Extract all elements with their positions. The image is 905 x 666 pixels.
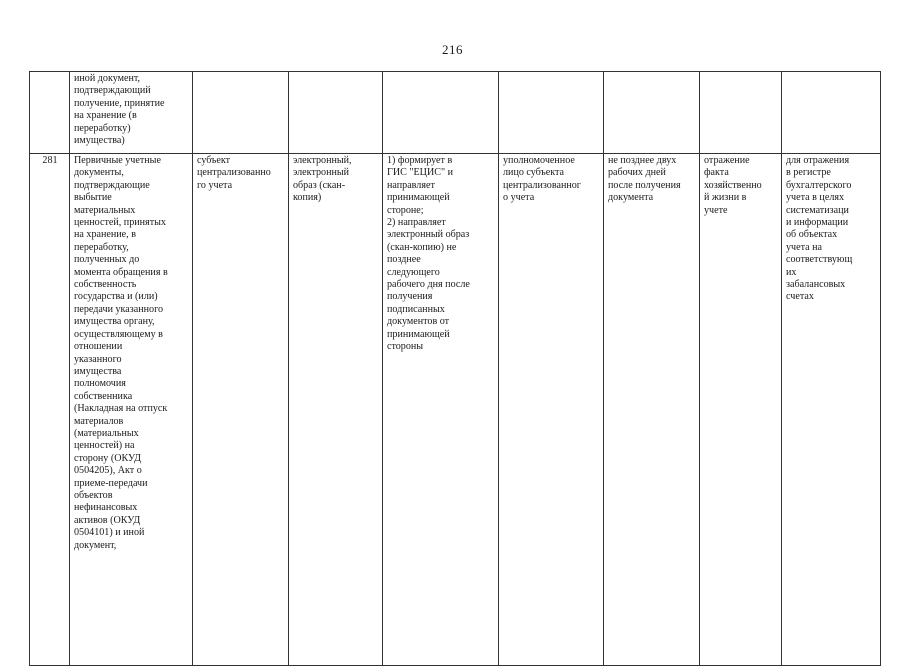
table-row xyxy=(30,154,881,666)
deadline-text: не позднее двух рабочих дней после получения документа xyxy=(608,155,681,204)
accounting-text: для отражения в регистре бухгалтерского учета в целях систематизаци и информации об объектах учета на соответствующ их забалансовых счетах xyxy=(786,155,853,303)
row-number-cell xyxy=(30,72,70,154)
responsible-cell xyxy=(499,72,604,154)
purpose-text: отражение факта хозяйственно й жизни в учете xyxy=(704,155,762,216)
procedure-cell xyxy=(383,72,499,154)
format-cell xyxy=(289,154,383,666)
row-number: 281 xyxy=(42,155,58,166)
document-table xyxy=(29,71,881,666)
procedure-cell xyxy=(383,154,499,666)
creator-text: субъект централизованно го учета xyxy=(197,155,271,191)
purpose-cell xyxy=(700,154,782,666)
deadline-cell xyxy=(604,72,700,154)
creator-cell xyxy=(193,154,289,666)
format-cell xyxy=(289,72,383,154)
purpose-cell xyxy=(700,72,782,154)
accounting-cell xyxy=(782,72,881,154)
deadline-cell xyxy=(604,154,700,666)
document-cell xyxy=(70,72,193,154)
document-name: иной документ, подтверждающий получение, принятие на хранение (в переработку) имущества) xyxy=(74,73,165,147)
creator-cell xyxy=(193,72,289,154)
procedure-text: 1) формирует в ГИС "ЕЦИС" и направляет принимающей стороне; 2) направляет электронный образ (скан-копию) не позднее следующего рабочего дня после получения подписанных документов от принимающей стороны xyxy=(387,155,470,353)
row-number-cell xyxy=(30,154,70,666)
format-text: электронный, электронный образ (скан- копия) xyxy=(293,155,352,204)
page-number: 216 xyxy=(442,42,463,57)
table-row xyxy=(30,72,881,154)
accounting-cell xyxy=(782,154,881,666)
document-cell xyxy=(70,154,193,666)
responsible-cell xyxy=(499,154,604,666)
document-name: Первичные учетные документы, подтверждающие выбытие материальных ценностей, принятых на хранение, в переработку, полученных до момента обращения в собственность государства и (или) передачи указанного имущества органу, осуществляющему в отношении указанного имущества полномочия собственника (Накладная на отпуск материалов (материальных ценностей) на сторону (ОКУД 0504205), Акт о приеме-передачи объектов нефинансовых активов (ОКУД 0504101) и иной документ, xyxy=(74,155,168,551)
responsible-text: уполномоченное лицо субъекта централизованног о учета xyxy=(503,155,581,204)
